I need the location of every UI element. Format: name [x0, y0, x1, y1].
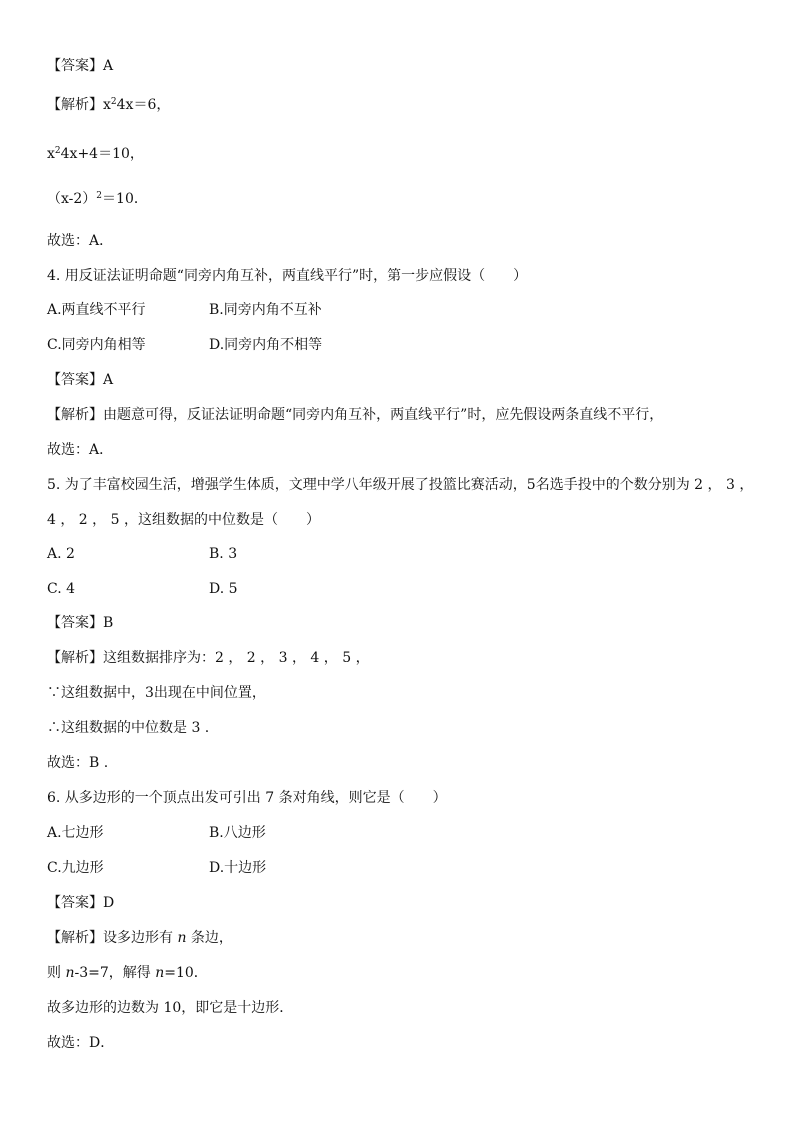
analysis-line: ∴这组数据的中位数是 3 .	[47, 720, 210, 736]
option-b: B. 3	[209, 546, 238, 562]
analysis-line: ∵这组数据中，3出现在中间位置，	[47, 685, 266, 701]
option-d: D. 5	[209, 581, 238, 597]
analysis-line	[47, 964, 208, 982]
answer-line: 【答案】A	[47, 372, 114, 388]
option-b: B.同旁内角不互补	[209, 302, 322, 318]
math-text: （x-2）	[47, 191, 97, 207]
answer-line: 【答案】D	[47, 895, 115, 911]
option-d: D.同旁内角不相等	[209, 337, 323, 353]
analysis-text: 则	[47, 965, 66, 981]
superscript: 2	[54, 146, 61, 156]
math-text: 4x+4＝10，	[60, 146, 144, 162]
math-text: x	[103, 97, 111, 113]
analysis-label: 【解析】	[47, 97, 103, 113]
option-c: C. 4	[47, 581, 76, 597]
analysis-line: 故多边形的边数为 10，即它是十边形．	[47, 1000, 294, 1016]
variable-n: n	[65, 965, 75, 981]
superscript: 2	[110, 97, 117, 107]
choose-line: 故选：D．	[47, 1035, 115, 1051]
answer-line: 【答案】B	[47, 615, 114, 631]
choose-line: 故选：A．	[47, 442, 114, 458]
variable-n: n	[177, 930, 187, 946]
analysis-text: -3=7，解得	[74, 965, 156, 981]
option-a: A.七边形	[47, 825, 104, 841]
math-step	[47, 190, 148, 208]
option-c: C.同旁内角相等	[47, 337, 146, 353]
analysis-line: 【解析】由题意可得，反证法证明命题“同旁内角互补，两直线平行”时，应先假设两条直线不平行，	[47, 407, 664, 423]
choose-line: 故选：B .	[47, 755, 109, 771]
option-d: D.十边形	[209, 860, 267, 876]
math-text: 4x＝6，	[116, 97, 171, 113]
analysis-text: =10．	[164, 965, 208, 981]
analysis-text: 条边，	[186, 930, 233, 946]
superscript: 2	[96, 191, 103, 201]
option-a: A. 2	[47, 546, 75, 562]
question-stem: 6. 从多边形的一个顶点出发可引出 7 条对角线，则它是（ ）	[47, 790, 447, 806]
analysis-line	[47, 929, 233, 947]
analysis-line	[47, 96, 170, 114]
answer-line: 【答案】A	[47, 58, 114, 74]
math-text: ＝10．	[102, 191, 148, 207]
choose-line: 故选：A．	[47, 233, 114, 249]
question-stem-cont: 4 ， 2 ， 5 ，这组数据的中位数是（ ）	[47, 512, 320, 528]
math-step	[47, 145, 144, 163]
question-stem: 4. 用反证法证明命题“同旁内角互补，两直线平行”时，第一步应假设（ ）	[47, 268, 528, 284]
question-stem: 5. 为了丰富校园生活，增强学生体质，文理中学八年级开展了投篮比赛活动，5名选手投中的个数分别为 2 ， 3 ，	[47, 477, 754, 493]
analysis-text: 【解析】设多边形有	[47, 930, 178, 946]
option-b: B.八边形	[209, 825, 266, 841]
option-c: C.九边形	[47, 860, 104, 876]
math-text: x	[47, 146, 55, 162]
analysis-line: 【解析】这组数据排序为：2 ， 2 ， 3 ， 4 ， 5 ，	[47, 650, 370, 666]
option-a: A.两直线不平行	[47, 302, 146, 318]
variable-n: n	[155, 965, 165, 981]
